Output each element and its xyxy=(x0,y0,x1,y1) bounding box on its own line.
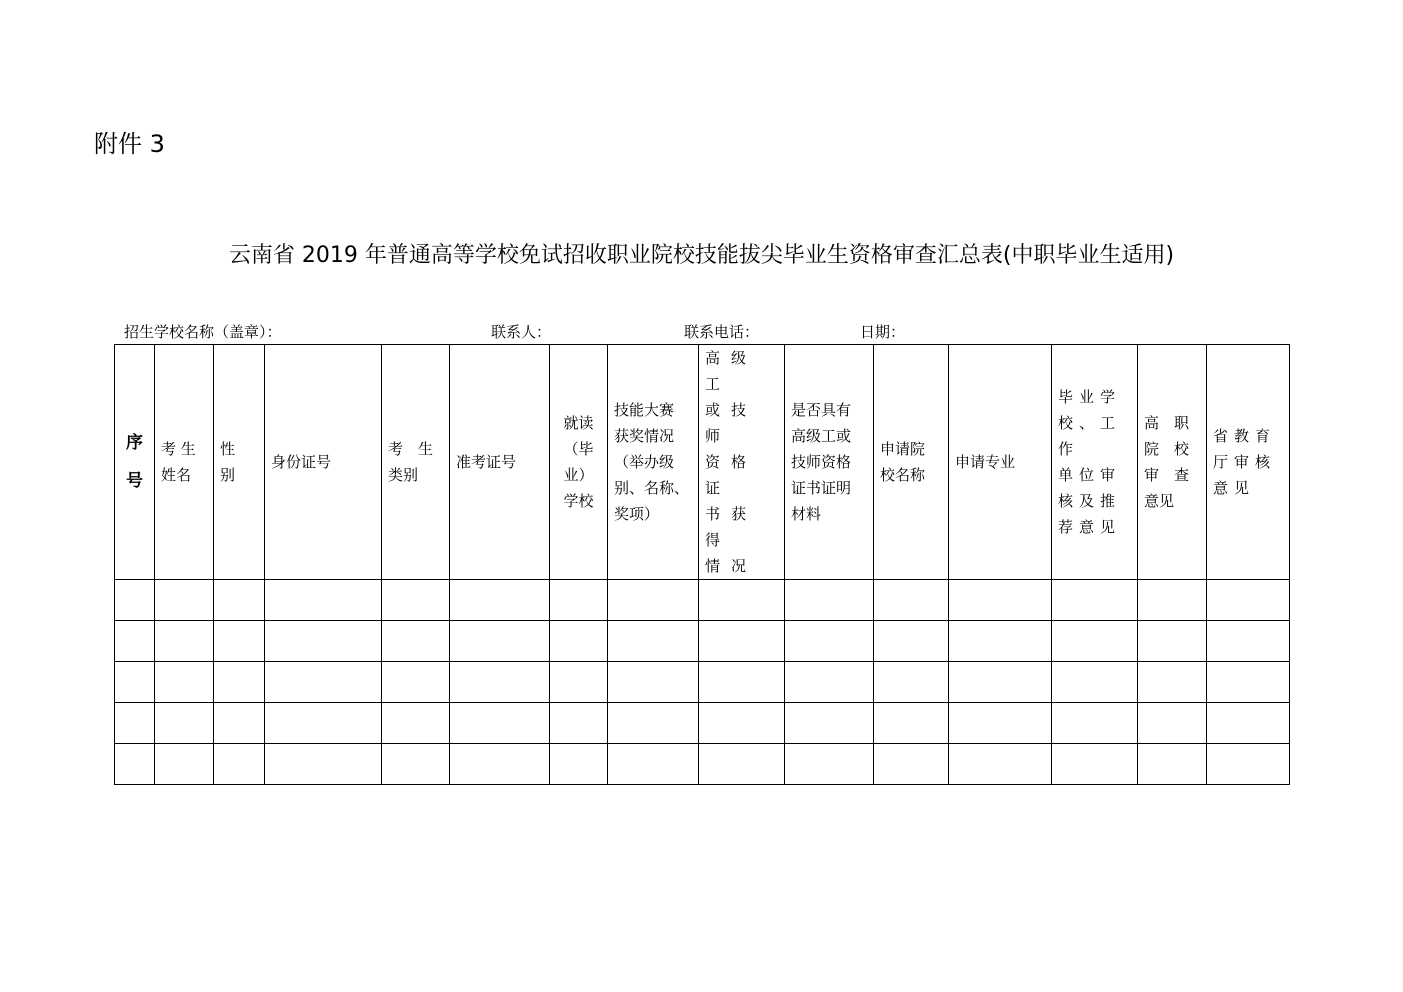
table-cell[interactable] xyxy=(1138,662,1207,703)
header-cell-skill-award xyxy=(608,345,699,580)
table-cell[interactable] xyxy=(699,744,785,785)
table-cell[interactable] xyxy=(874,662,949,703)
header-label: 省教育 厅审核 意见 xyxy=(1213,427,1277,497)
table-cell[interactable] xyxy=(550,662,608,703)
table-cell[interactable] xyxy=(115,703,155,744)
table-cell[interactable] xyxy=(450,662,550,703)
table-cell[interactable] xyxy=(874,621,949,662)
table-cell[interactable] xyxy=(1138,703,1207,744)
table-cell[interactable] xyxy=(785,744,874,785)
table-cell[interactable] xyxy=(949,703,1052,744)
header-cell-gender xyxy=(214,345,265,580)
header-cell-student-category xyxy=(382,345,450,580)
table-cell[interactable] xyxy=(550,703,608,744)
date-field-label: 日期： xyxy=(860,323,906,341)
table-cell[interactable] xyxy=(785,703,874,744)
table-row xyxy=(115,744,1290,785)
header-label: 申请院 校名称 xyxy=(880,440,926,484)
table-cell[interactable] xyxy=(1207,580,1290,621)
table-cell[interactable] xyxy=(1138,580,1207,621)
header-label: 申请专业 xyxy=(955,453,1016,471)
table-cell[interactable] xyxy=(550,744,608,785)
table-cell[interactable] xyxy=(382,621,450,662)
table-cell[interactable] xyxy=(155,703,214,744)
table-cell[interactable] xyxy=(155,621,214,662)
table-cell[interactable] xyxy=(1207,621,1290,662)
table-cell[interactable] xyxy=(382,744,450,785)
header-label: 考 生 姓名 xyxy=(161,440,196,484)
header-cell-applied-major xyxy=(949,345,1052,580)
table-cell[interactable] xyxy=(265,580,382,621)
table-cell[interactable] xyxy=(1052,744,1138,785)
table-cell[interactable] xyxy=(785,662,874,703)
header-cell-admission-ticket xyxy=(450,345,550,580)
header-cell-school-attended xyxy=(550,345,608,580)
table-cell[interactable] xyxy=(949,662,1052,703)
table-cell[interactable] xyxy=(382,580,450,621)
table-cell[interactable] xyxy=(265,662,382,703)
header-label: 毕业学 校、工作 单位审 核及推 荐意见 xyxy=(1058,388,1122,536)
table-cell[interactable] xyxy=(450,621,550,662)
attachment-label: 附件 3 xyxy=(94,130,165,158)
table-cell[interactable] xyxy=(608,744,699,785)
table-cell[interactable] xyxy=(214,621,265,662)
header-cell-serial-number xyxy=(115,345,155,580)
table-cell[interactable] xyxy=(265,744,382,785)
table-cell[interactable] xyxy=(214,662,265,703)
header-cell-school-recommendation xyxy=(1052,345,1138,580)
table-cell[interactable] xyxy=(550,580,608,621)
table-cell[interactable] xyxy=(1138,744,1207,785)
phone-field-label: 联系电话： xyxy=(684,323,760,341)
table-cell[interactable] xyxy=(949,621,1052,662)
table-cell[interactable] xyxy=(785,621,874,662)
table-cell[interactable] xyxy=(155,662,214,703)
table-cell[interactable] xyxy=(699,703,785,744)
table-cell[interactable] xyxy=(949,744,1052,785)
table-cell[interactable] xyxy=(608,703,699,744)
header-cell-id-number xyxy=(265,345,382,580)
table-cell[interactable] xyxy=(115,621,155,662)
header-cell-applied-college xyxy=(874,345,949,580)
table-cell[interactable] xyxy=(874,744,949,785)
header-label: 准考证号 xyxy=(456,453,517,471)
header-cell-student-name xyxy=(155,345,214,580)
table-cell[interactable] xyxy=(155,580,214,621)
table-cell[interactable] xyxy=(1207,703,1290,744)
table-row xyxy=(115,703,1290,744)
table-cell[interactable] xyxy=(608,621,699,662)
table-cell[interactable] xyxy=(265,703,382,744)
header-label: 是否具有 高级工或 技师资格 证书证明 材料 xyxy=(791,401,852,523)
header-label: 考 生 类别 xyxy=(388,440,434,484)
table-cell[interactable] xyxy=(949,580,1052,621)
document-title: 云南省 2019 年普通高等学校免试招收职业院校技能拔尖毕业生资格审查汇总表(中职毕业生适用) xyxy=(228,243,1175,268)
table-cell[interactable] xyxy=(450,580,550,621)
table-cell[interactable] xyxy=(1052,580,1138,621)
table-cell[interactable] xyxy=(699,580,785,621)
header-label: 就读 （毕 业） 学校 xyxy=(563,414,594,510)
table-cell[interactable] xyxy=(874,703,949,744)
table-cell[interactable] xyxy=(450,703,550,744)
header-cell-certificate-status xyxy=(699,345,785,580)
table-cell[interactable] xyxy=(785,580,874,621)
table-cell[interactable] xyxy=(1207,744,1290,785)
table-cell[interactable] xyxy=(1052,703,1138,744)
table-cell[interactable] xyxy=(155,744,214,785)
table-cell[interactable] xyxy=(450,744,550,785)
header-label: 高级工 或技师 资格证 书获得 情况 xyxy=(705,349,758,575)
header-cell-province-review xyxy=(1207,345,1290,580)
header-label: 性 别 xyxy=(220,440,236,484)
table-cell[interactable] xyxy=(214,744,265,785)
table-cell[interactable] xyxy=(382,662,450,703)
table-cell[interactable] xyxy=(1207,662,1290,703)
table-cell[interactable] xyxy=(699,662,785,703)
review-summary-table xyxy=(114,344,1290,785)
header-label: 身份证号 xyxy=(271,453,332,471)
header-label: 技能大赛 获奖情况 （举办级 别、名称、 奖项） xyxy=(614,401,690,523)
table-header-row xyxy=(115,345,1290,580)
table-cell[interactable] xyxy=(115,580,155,621)
table-cell[interactable] xyxy=(265,621,382,662)
table-cell[interactable] xyxy=(115,744,155,785)
header-label: 高 职 院 校 审 查 意见 xyxy=(1144,414,1190,510)
header-cell-certificate-proof xyxy=(785,345,874,580)
table-cell[interactable] xyxy=(608,580,699,621)
table-cell[interactable] xyxy=(550,621,608,662)
school-name-field-label: 招生学校名称（盖章）： xyxy=(124,323,282,341)
table-cell[interactable] xyxy=(382,703,450,744)
table-cell[interactable] xyxy=(214,580,265,621)
table-cell[interactable] xyxy=(1052,662,1138,703)
table-cell[interactable] xyxy=(874,580,949,621)
table-row xyxy=(115,662,1290,703)
table-cell[interactable] xyxy=(608,662,699,703)
table-cell[interactable] xyxy=(1138,621,1207,662)
table-cell[interactable] xyxy=(214,703,265,744)
header-label: 序 号 xyxy=(126,433,143,491)
table-cell[interactable] xyxy=(115,662,155,703)
header-cell-college-review xyxy=(1138,345,1207,580)
table-row xyxy=(115,580,1290,621)
table-cell[interactable] xyxy=(699,621,785,662)
table-row xyxy=(115,621,1290,662)
contact-person-field-label: 联系人： xyxy=(491,323,552,341)
table-cell[interactable] xyxy=(1052,621,1138,662)
